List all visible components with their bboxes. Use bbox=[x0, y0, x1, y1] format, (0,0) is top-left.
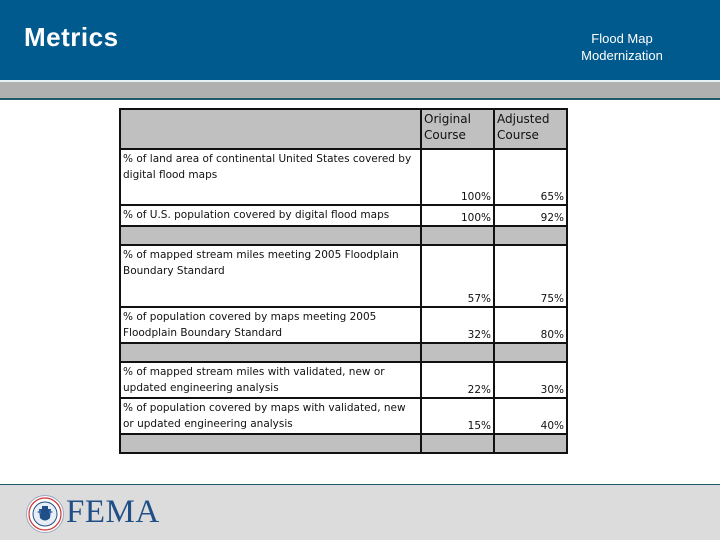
original-value: 100% bbox=[421, 149, 494, 205]
table-row bbox=[120, 205, 567, 226]
fema-logo-text: FEMA bbox=[66, 494, 160, 530]
adjusted-value: 75% bbox=[494, 245, 567, 307]
adjusted-value: 65% bbox=[494, 149, 567, 205]
separator-row bbox=[120, 343, 567, 362]
original-value: 32% bbox=[421, 307, 494, 343]
row-label: % of population covered by maps meeting 2005 Floodplain Boundary Standard bbox=[120, 307, 421, 343]
table-row bbox=[120, 307, 567, 343]
row-label: % of mapped stream miles meeting 2005 Floodplain Boundary Standard bbox=[120, 245, 421, 307]
table-row bbox=[120, 362, 567, 398]
slide-header bbox=[0, 0, 720, 80]
adjusted-value: 92% bbox=[494, 205, 567, 226]
table-header-row bbox=[120, 109, 567, 149]
separator-row bbox=[120, 434, 567, 453]
row-label: % of U.S. population covered by digital flood maps bbox=[120, 205, 421, 226]
subtitle-line-1: Flood Map bbox=[591, 31, 653, 46]
original-value: 15% bbox=[421, 398, 494, 434]
adjusted-value: 30% bbox=[494, 362, 567, 398]
teal-divider bbox=[0, 98, 720, 100]
header-original-course: Original Course bbox=[421, 109, 494, 149]
dhs-seal-icon bbox=[26, 495, 64, 533]
slide-subtitle bbox=[562, 30, 682, 64]
original-value: 22% bbox=[421, 362, 494, 398]
metrics-table bbox=[119, 108, 568, 454]
table-row bbox=[120, 245, 567, 307]
slide-title: Metrics bbox=[24, 22, 119, 52]
header-blank-cell bbox=[120, 109, 421, 149]
slide-footer bbox=[0, 485, 720, 540]
original-value: 100% bbox=[421, 205, 494, 226]
header-adjusted-course: Adjusted Course bbox=[494, 109, 567, 149]
separator-row bbox=[120, 226, 567, 245]
adjusted-value: 40% bbox=[494, 398, 567, 434]
row-label: % of land area of continental United States covered by digital flood maps bbox=[120, 149, 421, 205]
original-value: 57% bbox=[421, 245, 494, 307]
subtitle-line-2: Modernization bbox=[581, 48, 663, 63]
table-row bbox=[120, 398, 567, 434]
adjusted-value: 80% bbox=[494, 307, 567, 343]
row-label: % of population covered by maps with validated, new or updated engineering analysis bbox=[120, 398, 421, 434]
row-label: % of mapped stream miles with validated, new or updated engineering analysis bbox=[120, 362, 421, 398]
grey-band bbox=[0, 82, 720, 98]
table-row bbox=[120, 149, 567, 205]
